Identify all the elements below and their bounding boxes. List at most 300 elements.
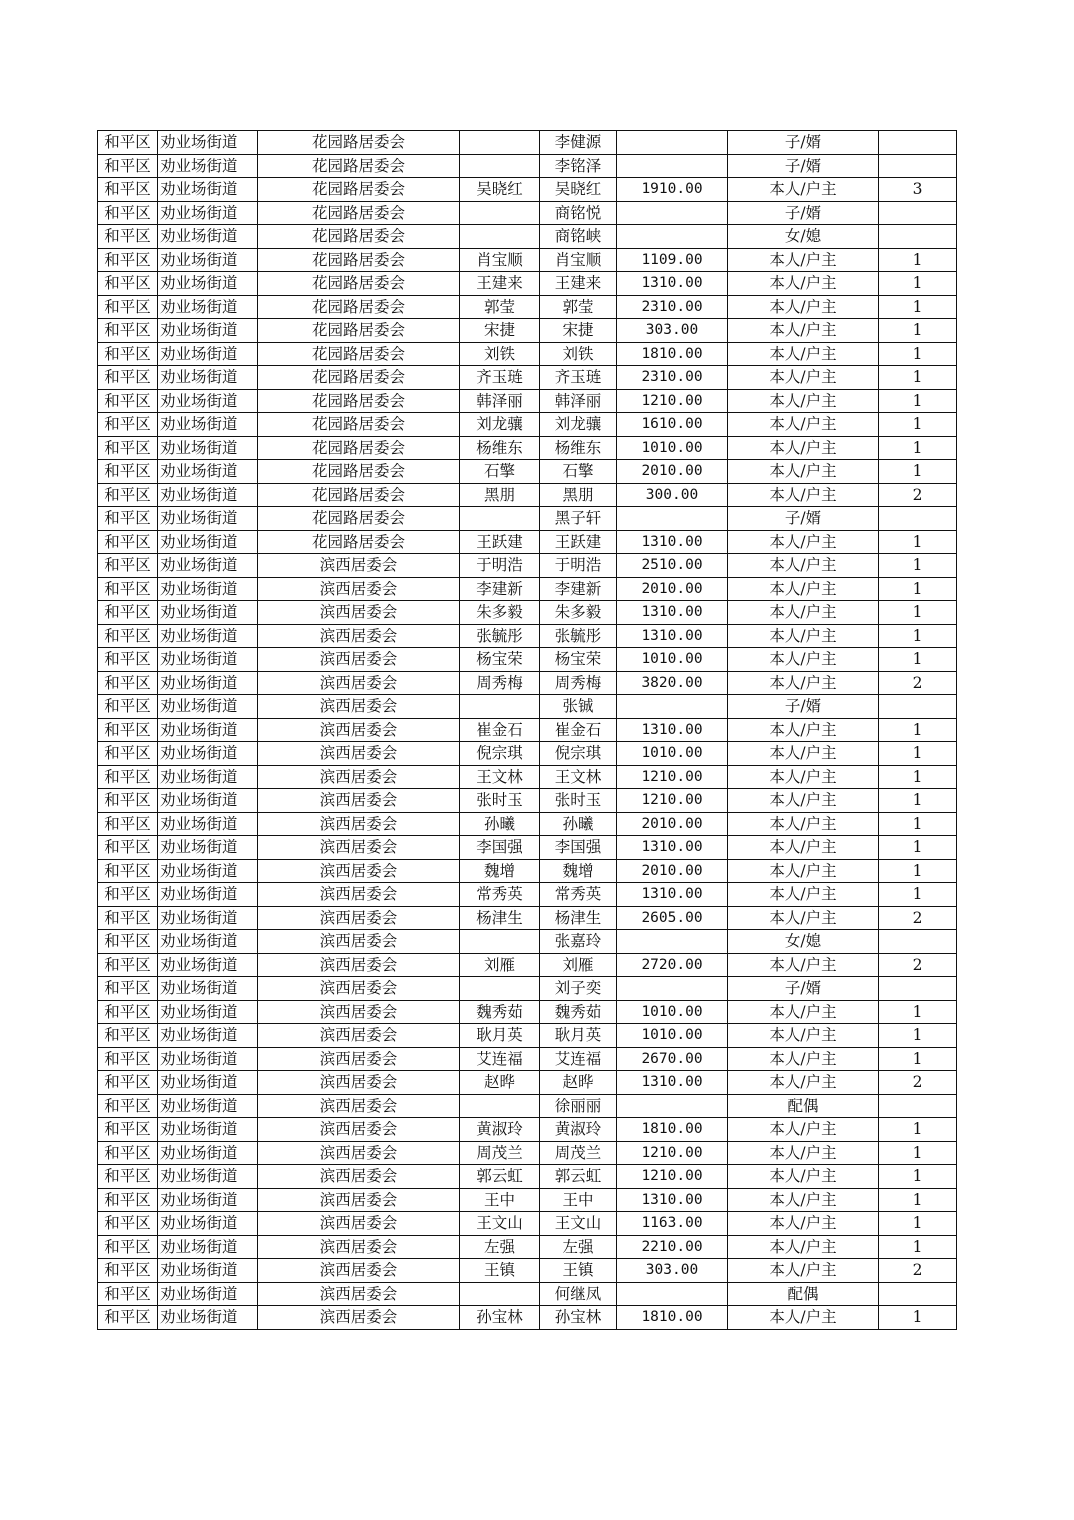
cell-amount: 2010.00 [617, 812, 728, 836]
cell-district: 和平区 [98, 131, 158, 155]
table-row [98, 131, 957, 155]
cell-committee: 滨西居委会 [258, 953, 460, 977]
cell-name: 朱多毅 [540, 601, 617, 625]
cell-name: 杨津生 [540, 906, 617, 930]
cell-street: 劝业场街道 [158, 1188, 258, 1212]
table-row [98, 883, 957, 907]
cell-relation: 女/媳 [728, 225, 879, 249]
cell-applicant: 王镇 [460, 1259, 540, 1283]
cell-district: 和平区 [98, 178, 158, 202]
cell-applicant: 艾连福 [460, 1047, 540, 1071]
table-row [98, 624, 957, 648]
cell-applicant: 李建新 [460, 577, 540, 601]
cell-count: 1 [879, 342, 957, 366]
cell-count [879, 201, 957, 225]
cell-district: 和平区 [98, 1047, 158, 1071]
cell-amount [617, 131, 728, 155]
cell-district: 和平区 [98, 930, 158, 954]
cell-street: 劝业场街道 [158, 507, 258, 531]
cell-amount [617, 201, 728, 225]
cell-name: 李铭泽 [540, 154, 617, 178]
cell-applicant: 魏增 [460, 859, 540, 883]
cell-name: 常秀英 [540, 883, 617, 907]
table-row [98, 530, 957, 554]
table-row [98, 201, 957, 225]
cell-committee: 滨西居委会 [258, 1212, 460, 1236]
cell-district: 和平区 [98, 460, 158, 484]
table-row [98, 460, 957, 484]
cell-relation: 本人/户主 [728, 554, 879, 578]
cell-count: 1 [879, 272, 957, 296]
cell-district: 和平区 [98, 389, 158, 413]
cell-name: 李国强 [540, 836, 617, 860]
cell-amount: 1810.00 [617, 342, 728, 366]
cell-street: 劝业场街道 [158, 389, 258, 413]
cell-relation: 本人/户主 [728, 906, 879, 930]
cell-applicant: 杨宝荣 [460, 648, 540, 672]
cell-amount: 3820.00 [617, 671, 728, 695]
cell-name: 李建新 [540, 577, 617, 601]
cell-relation: 女/媳 [728, 930, 879, 954]
cell-applicant: 崔金石 [460, 718, 540, 742]
cell-applicant: 肖宝顺 [460, 248, 540, 272]
cell-name: 王文林 [540, 765, 617, 789]
cell-count [879, 1094, 957, 1118]
cell-relation: 本人/户主 [728, 436, 879, 460]
table-row [98, 695, 957, 719]
cell-count: 1 [879, 789, 957, 813]
cell-count: 1 [879, 1306, 957, 1330]
cell-street: 劝业场街道 [158, 530, 258, 554]
cell-applicant: 王文林 [460, 765, 540, 789]
cell-relation: 本人/户主 [728, 648, 879, 672]
cell-committee: 滨西居委会 [258, 1118, 460, 1142]
cell-name: 徐丽丽 [540, 1094, 617, 1118]
cell-name: 王跃建 [540, 530, 617, 554]
cell-street: 劝业场街道 [158, 248, 258, 272]
cell-committee: 花园路居委会 [258, 319, 460, 343]
cell-relation: 本人/户主 [728, 1000, 879, 1024]
cell-committee: 滨西居委会 [258, 742, 460, 766]
cell-district: 和平区 [98, 1165, 158, 1189]
cell-amount: 1210.00 [617, 1141, 728, 1165]
cell-name: 刘铁 [540, 342, 617, 366]
cell-committee: 花园路居委会 [258, 460, 460, 484]
cell-name: 张时玉 [540, 789, 617, 813]
cell-committee: 滨西居委会 [258, 1165, 460, 1189]
cell-amount: 1310.00 [617, 1071, 728, 1095]
cell-relation: 本人/户主 [728, 1235, 879, 1259]
cell-street: 劝业场街道 [158, 1024, 258, 1048]
cell-district: 和平区 [98, 1024, 158, 1048]
cell-name: 石擎 [540, 460, 617, 484]
cell-committee: 滨西居委会 [258, 695, 460, 719]
cell-name: 黑朋 [540, 483, 617, 507]
table-row [98, 1212, 957, 1236]
cell-district: 和平区 [98, 1212, 158, 1236]
cell-relation: 子/婿 [728, 131, 879, 155]
cell-name: 黄淑玲 [540, 1118, 617, 1142]
cell-amount: 1210.00 [617, 389, 728, 413]
cell-applicant: 刘雁 [460, 953, 540, 977]
cell-relation: 配偶 [728, 1282, 879, 1306]
cell-district: 和平区 [98, 530, 158, 554]
table-row [98, 812, 957, 836]
cell-relation: 本人/户主 [728, 577, 879, 601]
cell-street: 劝业场街道 [158, 742, 258, 766]
cell-count: 1 [879, 648, 957, 672]
table-row [98, 1000, 957, 1024]
cell-committee: 滨西居委会 [258, 1188, 460, 1212]
table-row [98, 765, 957, 789]
cell-street: 劝业场街道 [158, 789, 258, 813]
cell-count: 1 [879, 859, 957, 883]
cell-count: 1 [879, 366, 957, 390]
cell-district: 和平区 [98, 436, 158, 460]
cell-count: 1 [879, 554, 957, 578]
cell-name: 王中 [540, 1188, 617, 1212]
table-row [98, 225, 957, 249]
cell-count: 1 [879, 742, 957, 766]
cell-name: 刘雁 [540, 953, 617, 977]
cell-count [879, 977, 957, 1001]
cell-relation: 子/婿 [728, 977, 879, 1001]
cell-applicant: 王跃建 [460, 530, 540, 554]
cell-amount: 2010.00 [617, 460, 728, 484]
cell-street: 劝业场街道 [158, 272, 258, 296]
cell-amount: 1310.00 [617, 272, 728, 296]
cell-relation: 本人/户主 [728, 671, 879, 695]
cell-relation: 本人/户主 [728, 1141, 879, 1165]
cell-district: 和平区 [98, 836, 158, 860]
cell-amount: 2605.00 [617, 906, 728, 930]
cell-street: 劝业场街道 [158, 1071, 258, 1095]
cell-district: 和平区 [98, 765, 158, 789]
cell-applicant [460, 930, 540, 954]
table-row [98, 366, 957, 390]
table-row [98, 601, 957, 625]
cell-name: 韩泽丽 [540, 389, 617, 413]
cell-district: 和平区 [98, 201, 158, 225]
cell-name: 何继凤 [540, 1282, 617, 1306]
cell-committee: 滨西居委会 [258, 906, 460, 930]
cell-amount: 2510.00 [617, 554, 728, 578]
cell-street: 劝业场街道 [158, 1118, 258, 1142]
cell-street: 劝业场街道 [158, 178, 258, 202]
cell-applicant: 杨维东 [460, 436, 540, 460]
cell-committee: 花园路居委会 [258, 389, 460, 413]
cell-applicant: 齐玉琏 [460, 366, 540, 390]
cell-street: 劝业场街道 [158, 342, 258, 366]
cell-count: 1 [879, 883, 957, 907]
cell-applicant: 王中 [460, 1188, 540, 1212]
cell-applicant: 朱多毅 [460, 601, 540, 625]
cell-district: 和平区 [98, 295, 158, 319]
cell-relation: 本人/户主 [728, 1165, 879, 1189]
cell-district: 和平区 [98, 789, 158, 813]
cell-amount: 303.00 [617, 1259, 728, 1283]
cell-count: 1 [879, 295, 957, 319]
cell-count: 1 [879, 460, 957, 484]
table-row [98, 742, 957, 766]
cell-name: 崔金石 [540, 718, 617, 742]
cell-applicant: 常秀英 [460, 883, 540, 907]
cell-committee: 花园路居委会 [258, 483, 460, 507]
cell-district: 和平区 [98, 554, 158, 578]
cell-committee: 滨西居委会 [258, 718, 460, 742]
cell-committee: 花园路居委会 [258, 178, 460, 202]
cell-street: 劝业场街道 [158, 436, 258, 460]
cell-amount: 1010.00 [617, 436, 728, 460]
cell-name: 王镇 [540, 1259, 617, 1283]
cell-name: 王建来 [540, 272, 617, 296]
table-row [98, 436, 957, 460]
cell-street: 劝业场街道 [158, 1047, 258, 1071]
cell-amount: 2720.00 [617, 953, 728, 977]
table-row [98, 718, 957, 742]
cell-committee: 滨西居委会 [258, 648, 460, 672]
cell-amount: 303.00 [617, 319, 728, 343]
cell-street: 劝业场街道 [158, 906, 258, 930]
cell-count [879, 507, 957, 531]
cell-count [879, 154, 957, 178]
cell-amount: 1310.00 [617, 624, 728, 648]
cell-district: 和平区 [98, 248, 158, 272]
cell-street: 劝业场街道 [158, 577, 258, 601]
cell-count: 1 [879, 812, 957, 836]
cell-count [879, 930, 957, 954]
cell-street: 劝业场街道 [158, 1094, 258, 1118]
cell-relation: 本人/户主 [728, 883, 879, 907]
cell-amount: 2310.00 [617, 366, 728, 390]
table-row [98, 507, 957, 531]
cell-applicant: 左强 [460, 1235, 540, 1259]
table-row [98, 1165, 957, 1189]
cell-district: 和平区 [98, 319, 158, 343]
cell-district: 和平区 [98, 601, 158, 625]
table-row [98, 272, 957, 296]
cell-amount: 1010.00 [617, 1024, 728, 1048]
cell-relation: 本人/户主 [728, 483, 879, 507]
cell-street: 劝业场街道 [158, 671, 258, 695]
cell-committee: 滨西居委会 [258, 1000, 460, 1024]
cell-committee: 花园路居委会 [258, 436, 460, 460]
cell-district: 和平区 [98, 1259, 158, 1283]
cell-committee: 花园路居委会 [258, 131, 460, 155]
cell-committee: 滨西居委会 [258, 1306, 460, 1330]
table-row [98, 1188, 957, 1212]
table-row [98, 859, 957, 883]
cell-relation: 本人/户主 [728, 812, 879, 836]
cell-amount: 300.00 [617, 483, 728, 507]
cell-name: 刘子奕 [540, 977, 617, 1001]
cell-committee: 花园路居委会 [258, 342, 460, 366]
cell-amount: 1109.00 [617, 248, 728, 272]
table-row [98, 1259, 957, 1283]
cell-name: 魏秀茹 [540, 1000, 617, 1024]
cell-applicant: 于明浩 [460, 554, 540, 578]
cell-street: 劝业场街道 [158, 366, 258, 390]
cell-district: 和平区 [98, 859, 158, 883]
cell-committee: 滨西居委会 [258, 1071, 460, 1095]
cell-count: 1 [879, 1165, 957, 1189]
cell-amount: 2010.00 [617, 859, 728, 883]
cell-street: 劝业场街道 [158, 154, 258, 178]
cell-amount [617, 930, 728, 954]
cell-amount: 1210.00 [617, 789, 728, 813]
cell-street: 劝业场街道 [158, 1212, 258, 1236]
cell-relation: 本人/户主 [728, 272, 879, 296]
cell-relation: 本人/户主 [728, 1306, 879, 1330]
cell-count [879, 225, 957, 249]
household-table [97, 130, 957, 1330]
cell-relation: 本人/户主 [728, 859, 879, 883]
cell-district: 和平区 [98, 272, 158, 296]
table-row [98, 389, 957, 413]
cell-count: 1 [879, 319, 957, 343]
cell-district: 和平区 [98, 742, 158, 766]
table-row [98, 577, 957, 601]
cell-street: 劝业场街道 [158, 695, 258, 719]
table-row [98, 648, 957, 672]
cell-committee: 花园路居委会 [258, 366, 460, 390]
cell-relation: 本人/户主 [728, 1047, 879, 1071]
cell-count: 2 [879, 1259, 957, 1283]
cell-applicant [460, 977, 540, 1001]
cell-applicant: 魏秀茹 [460, 1000, 540, 1024]
cell-street: 劝业场街道 [158, 812, 258, 836]
cell-street: 劝业场街道 [158, 601, 258, 625]
cell-relation: 本人/户主 [728, 953, 879, 977]
cell-street: 劝业场街道 [158, 460, 258, 484]
cell-count: 2 [879, 953, 957, 977]
cell-committee: 花园路居委会 [258, 225, 460, 249]
cell-district: 和平区 [98, 812, 158, 836]
table-row [98, 789, 957, 813]
cell-committee: 花园路居委会 [258, 272, 460, 296]
cell-committee: 滨西居委会 [258, 1141, 460, 1165]
cell-applicant: 周秀梅 [460, 671, 540, 695]
cell-relation: 本人/户主 [728, 601, 879, 625]
cell-street: 劝业场街道 [158, 1141, 258, 1165]
cell-name: 杨维东 [540, 436, 617, 460]
cell-name: 倪宗琪 [540, 742, 617, 766]
cell-count: 1 [879, 413, 957, 437]
cell-count: 2 [879, 906, 957, 930]
cell-count: 1 [879, 248, 957, 272]
cell-street: 劝业场街道 [158, 648, 258, 672]
cell-name: 耿月英 [540, 1024, 617, 1048]
cell-applicant: 郭云虹 [460, 1165, 540, 1189]
cell-district: 和平区 [98, 366, 158, 390]
cell-street: 劝业场街道 [158, 1235, 258, 1259]
cell-district: 和平区 [98, 1188, 158, 1212]
cell-applicant [460, 131, 540, 155]
cell-applicant: 郭莹 [460, 295, 540, 319]
cell-committee: 滨西居委会 [258, 1047, 460, 1071]
cell-applicant: 刘龙骧 [460, 413, 540, 437]
cell-count: 1 [879, 624, 957, 648]
cell-committee: 滨西居委会 [258, 812, 460, 836]
table-row [98, 1024, 957, 1048]
cell-count: 1 [879, 389, 957, 413]
cell-street: 劝业场街道 [158, 930, 258, 954]
table-row [98, 1282, 957, 1306]
cell-relation: 本人/户主 [728, 366, 879, 390]
cell-applicant: 孙宝林 [460, 1306, 540, 1330]
cell-amount: 1310.00 [617, 836, 728, 860]
cell-amount: 1810.00 [617, 1118, 728, 1142]
cell-district: 和平区 [98, 1118, 158, 1142]
cell-applicant: 周茂兰 [460, 1141, 540, 1165]
table-row [98, 554, 957, 578]
cell-count: 1 [879, 1024, 957, 1048]
cell-district: 和平区 [98, 1094, 158, 1118]
cell-applicant: 刘铁 [460, 342, 540, 366]
table-row [98, 295, 957, 319]
cell-committee: 滨西居委会 [258, 671, 460, 695]
cell-name: 左强 [540, 1235, 617, 1259]
cell-applicant [460, 507, 540, 531]
cell-count: 2 [879, 483, 957, 507]
cell-relation: 配偶 [728, 1094, 879, 1118]
cell-name: 商铭峡 [540, 225, 617, 249]
cell-street: 劝业场街道 [158, 131, 258, 155]
cell-amount [617, 695, 728, 719]
cell-street: 劝业场街道 [158, 1282, 258, 1306]
cell-street: 劝业场街道 [158, 225, 258, 249]
cell-count: 2 [879, 1071, 957, 1095]
cell-committee: 滨西居委会 [258, 1094, 460, 1118]
table-row [98, 906, 957, 930]
cell-street: 劝业场街道 [158, 836, 258, 860]
cell-count: 1 [879, 530, 957, 554]
cell-applicant: 韩泽丽 [460, 389, 540, 413]
cell-applicant: 赵晔 [460, 1071, 540, 1095]
cell-name: 张毓彤 [540, 624, 617, 648]
cell-relation: 子/婿 [728, 154, 879, 178]
cell-name: 艾连福 [540, 1047, 617, 1071]
cell-district: 和平区 [98, 154, 158, 178]
cell-relation: 本人/户主 [728, 1259, 879, 1283]
cell-relation: 本人/户主 [728, 624, 879, 648]
cell-committee: 滨西居委会 [258, 1235, 460, 1259]
cell-count: 1 [879, 765, 957, 789]
cell-applicant: 黑朋 [460, 483, 540, 507]
cell-district: 和平区 [98, 342, 158, 366]
cell-relation: 本人/户主 [728, 178, 879, 202]
cell-name: 宋捷 [540, 319, 617, 343]
cell-committee: 花园路居委会 [258, 413, 460, 437]
cell-relation: 本人/户主 [728, 1212, 879, 1236]
table-row [98, 1235, 957, 1259]
table-row [98, 1306, 957, 1330]
cell-street: 劝业场街道 [158, 624, 258, 648]
cell-relation: 本人/户主 [728, 765, 879, 789]
cell-relation: 本人/户主 [728, 389, 879, 413]
cell-street: 劝业场街道 [158, 883, 258, 907]
cell-district: 和平区 [98, 953, 158, 977]
cell-street: 劝业场街道 [158, 1259, 258, 1283]
cell-name: 郭莹 [540, 295, 617, 319]
cell-amount: 1010.00 [617, 742, 728, 766]
table-row [98, 319, 957, 343]
cell-applicant: 张时玉 [460, 789, 540, 813]
cell-count: 1 [879, 577, 957, 601]
cell-district: 和平区 [98, 225, 158, 249]
cell-amount [617, 154, 728, 178]
cell-district: 和平区 [98, 883, 158, 907]
